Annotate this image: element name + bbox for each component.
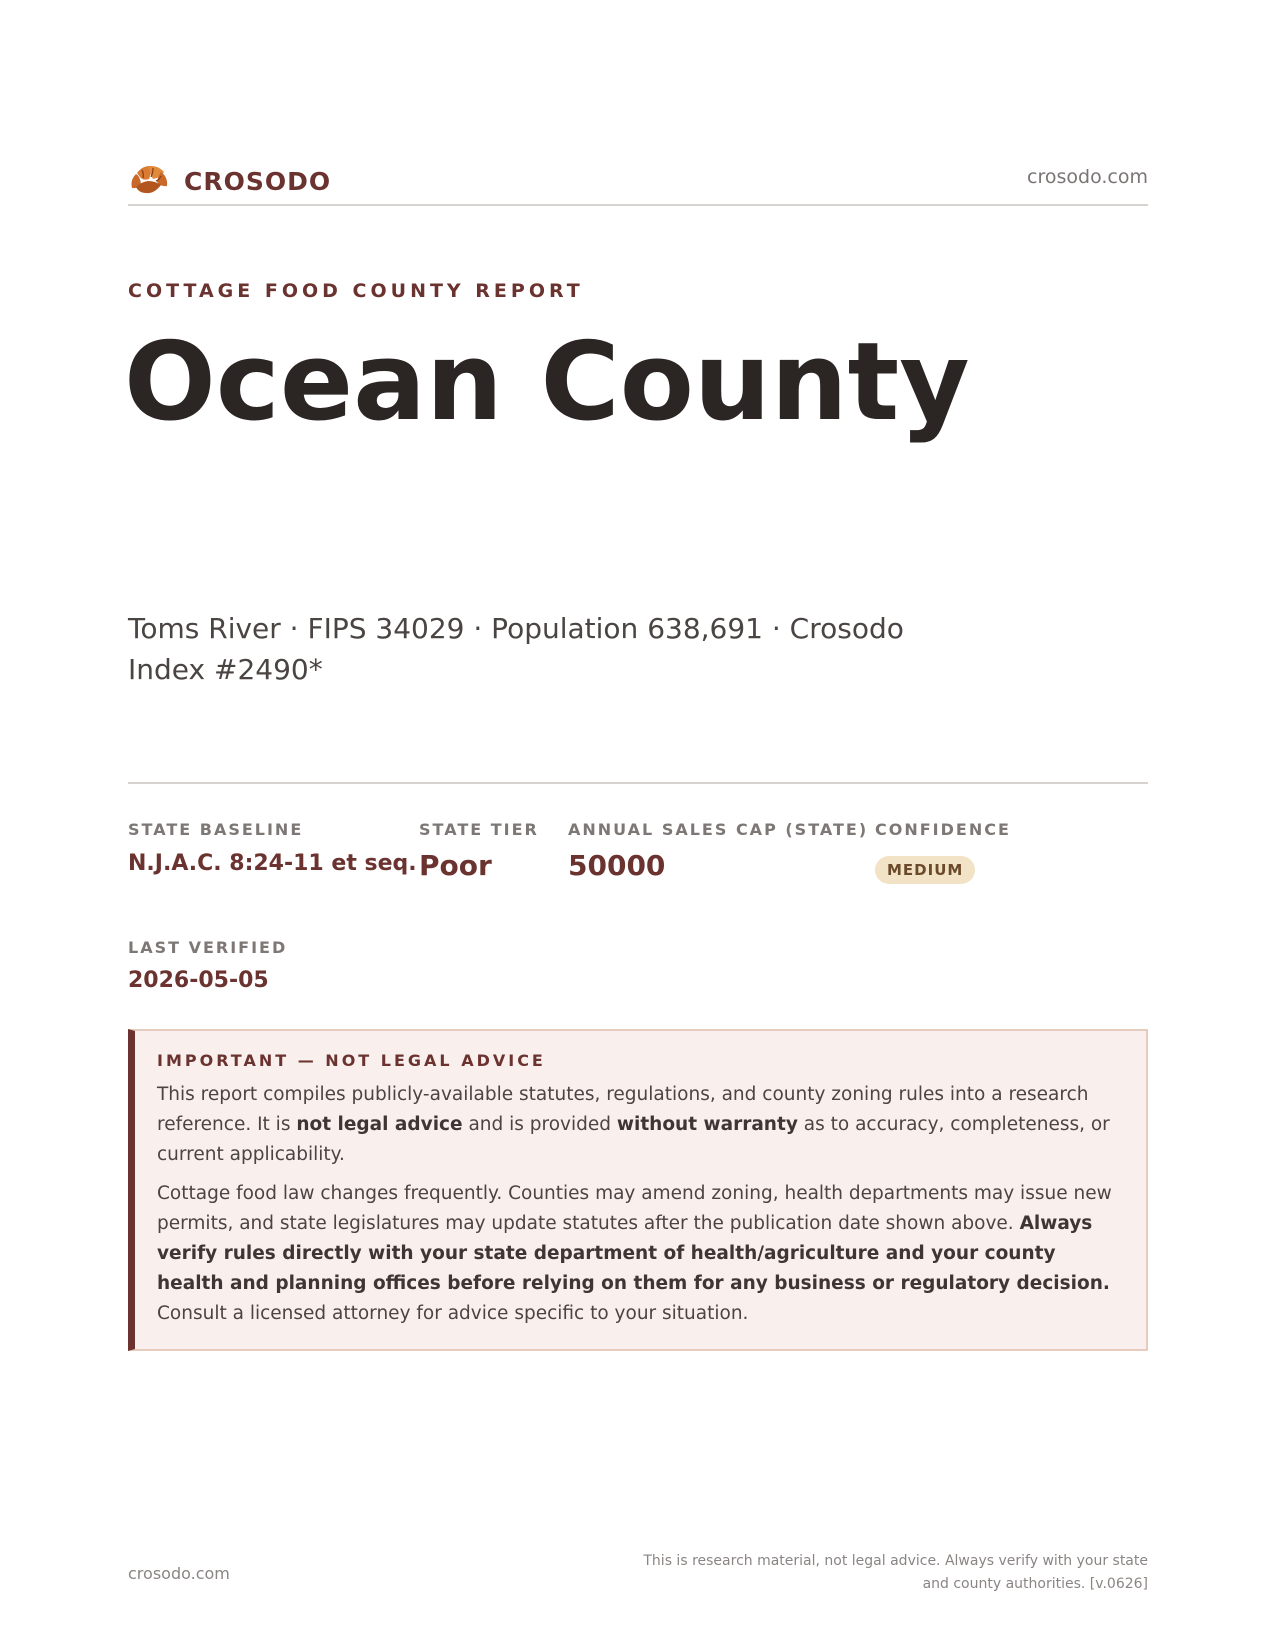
stat-label: LAST VERIFIED — [128, 938, 288, 957]
stat-state-tier — [419, 820, 539, 882]
stat-label: CONFIDENCE — [875, 820, 1011, 839]
page-header — [128, 158, 1148, 206]
croissant-icon — [128, 162, 170, 200]
notice-paragraph — [157, 1179, 1124, 1329]
notice-heading: IMPORTANT — NOT LEGAL ADVICE — [157, 1051, 546, 1070]
brand — [128, 162, 331, 200]
footer-disclaimer: This is research material, not legal advice. Always verify with your state and county authorities. [v.0626] — [643, 1553, 1148, 1592]
report-eyebrow: COTTAGE FOOD COUNTY REPORT — [128, 280, 584, 302]
stat-value: 2026-05-05 — [128, 968, 269, 993]
notice-emphasis: not legal advice — [296, 1114, 463, 1135]
section-divider — [128, 782, 1148, 784]
stat-label: STATE BASELINE — [128, 820, 304, 839]
confidence-badge: MEDIUM — [875, 856, 975, 884]
stat-last-verified — [128, 938, 287, 993]
notice-text: Consult a licensed attorney for advice specific to your situation. — [157, 1303, 749, 1324]
notice-text: and is provided — [462, 1114, 617, 1135]
stat-value: 50000 — [568, 849, 666, 882]
stat-state-baseline — [128, 820, 417, 876]
report-page — [124, 0, 1148, 1650]
footer-site-link[interactable]: crosodo.com — [128, 1564, 230, 1583]
notice-emphasis: without warranty — [616, 1114, 798, 1135]
brand-name: CROSODO — [184, 166, 332, 196]
stat-label: ANNUAL SALES CAP (STATE) — [568, 820, 869, 839]
page-title: Ocean County — [124, 320, 970, 445]
stat-annual-sales-cap — [568, 820, 868, 882]
county-subtitle: Toms River · FIPS 34029 · Population 638,691 · Crosodo Index #2490* — [128, 612, 904, 686]
notice-text: This report compiles publicly-available statutes, regulations, and county zoning rules into a research reference. It is — [157, 1084, 1089, 1135]
notice-text: as to accuracy, completeness, or current applicability. — [157, 1114, 1110, 1165]
legal-notice — [128, 1029, 1148, 1351]
stat-value: Poor — [419, 849, 492, 882]
stat-confidence — [875, 820, 1011, 884]
notice-emphasis: Always verify rules directly with your state department of health/agriculture and your county health and planning offices before relying on them for any business or regulatory decision. — [157, 1213, 1110, 1294]
notice-text: Cottage food law changes frequently. Counties may amend zoning, health departments may issue new permits, and state legislatures may update statutes after the publication date shown above. — [157, 1183, 1112, 1234]
header-site-link[interactable]: crosodo.com — [1027, 166, 1148, 188]
stat-value: N.J.A.C. 8:24-11 et seq. — [128, 851, 417, 876]
notice-paragraph — [157, 1080, 1124, 1170]
stat-label: STATE TIER — [419, 820, 539, 839]
